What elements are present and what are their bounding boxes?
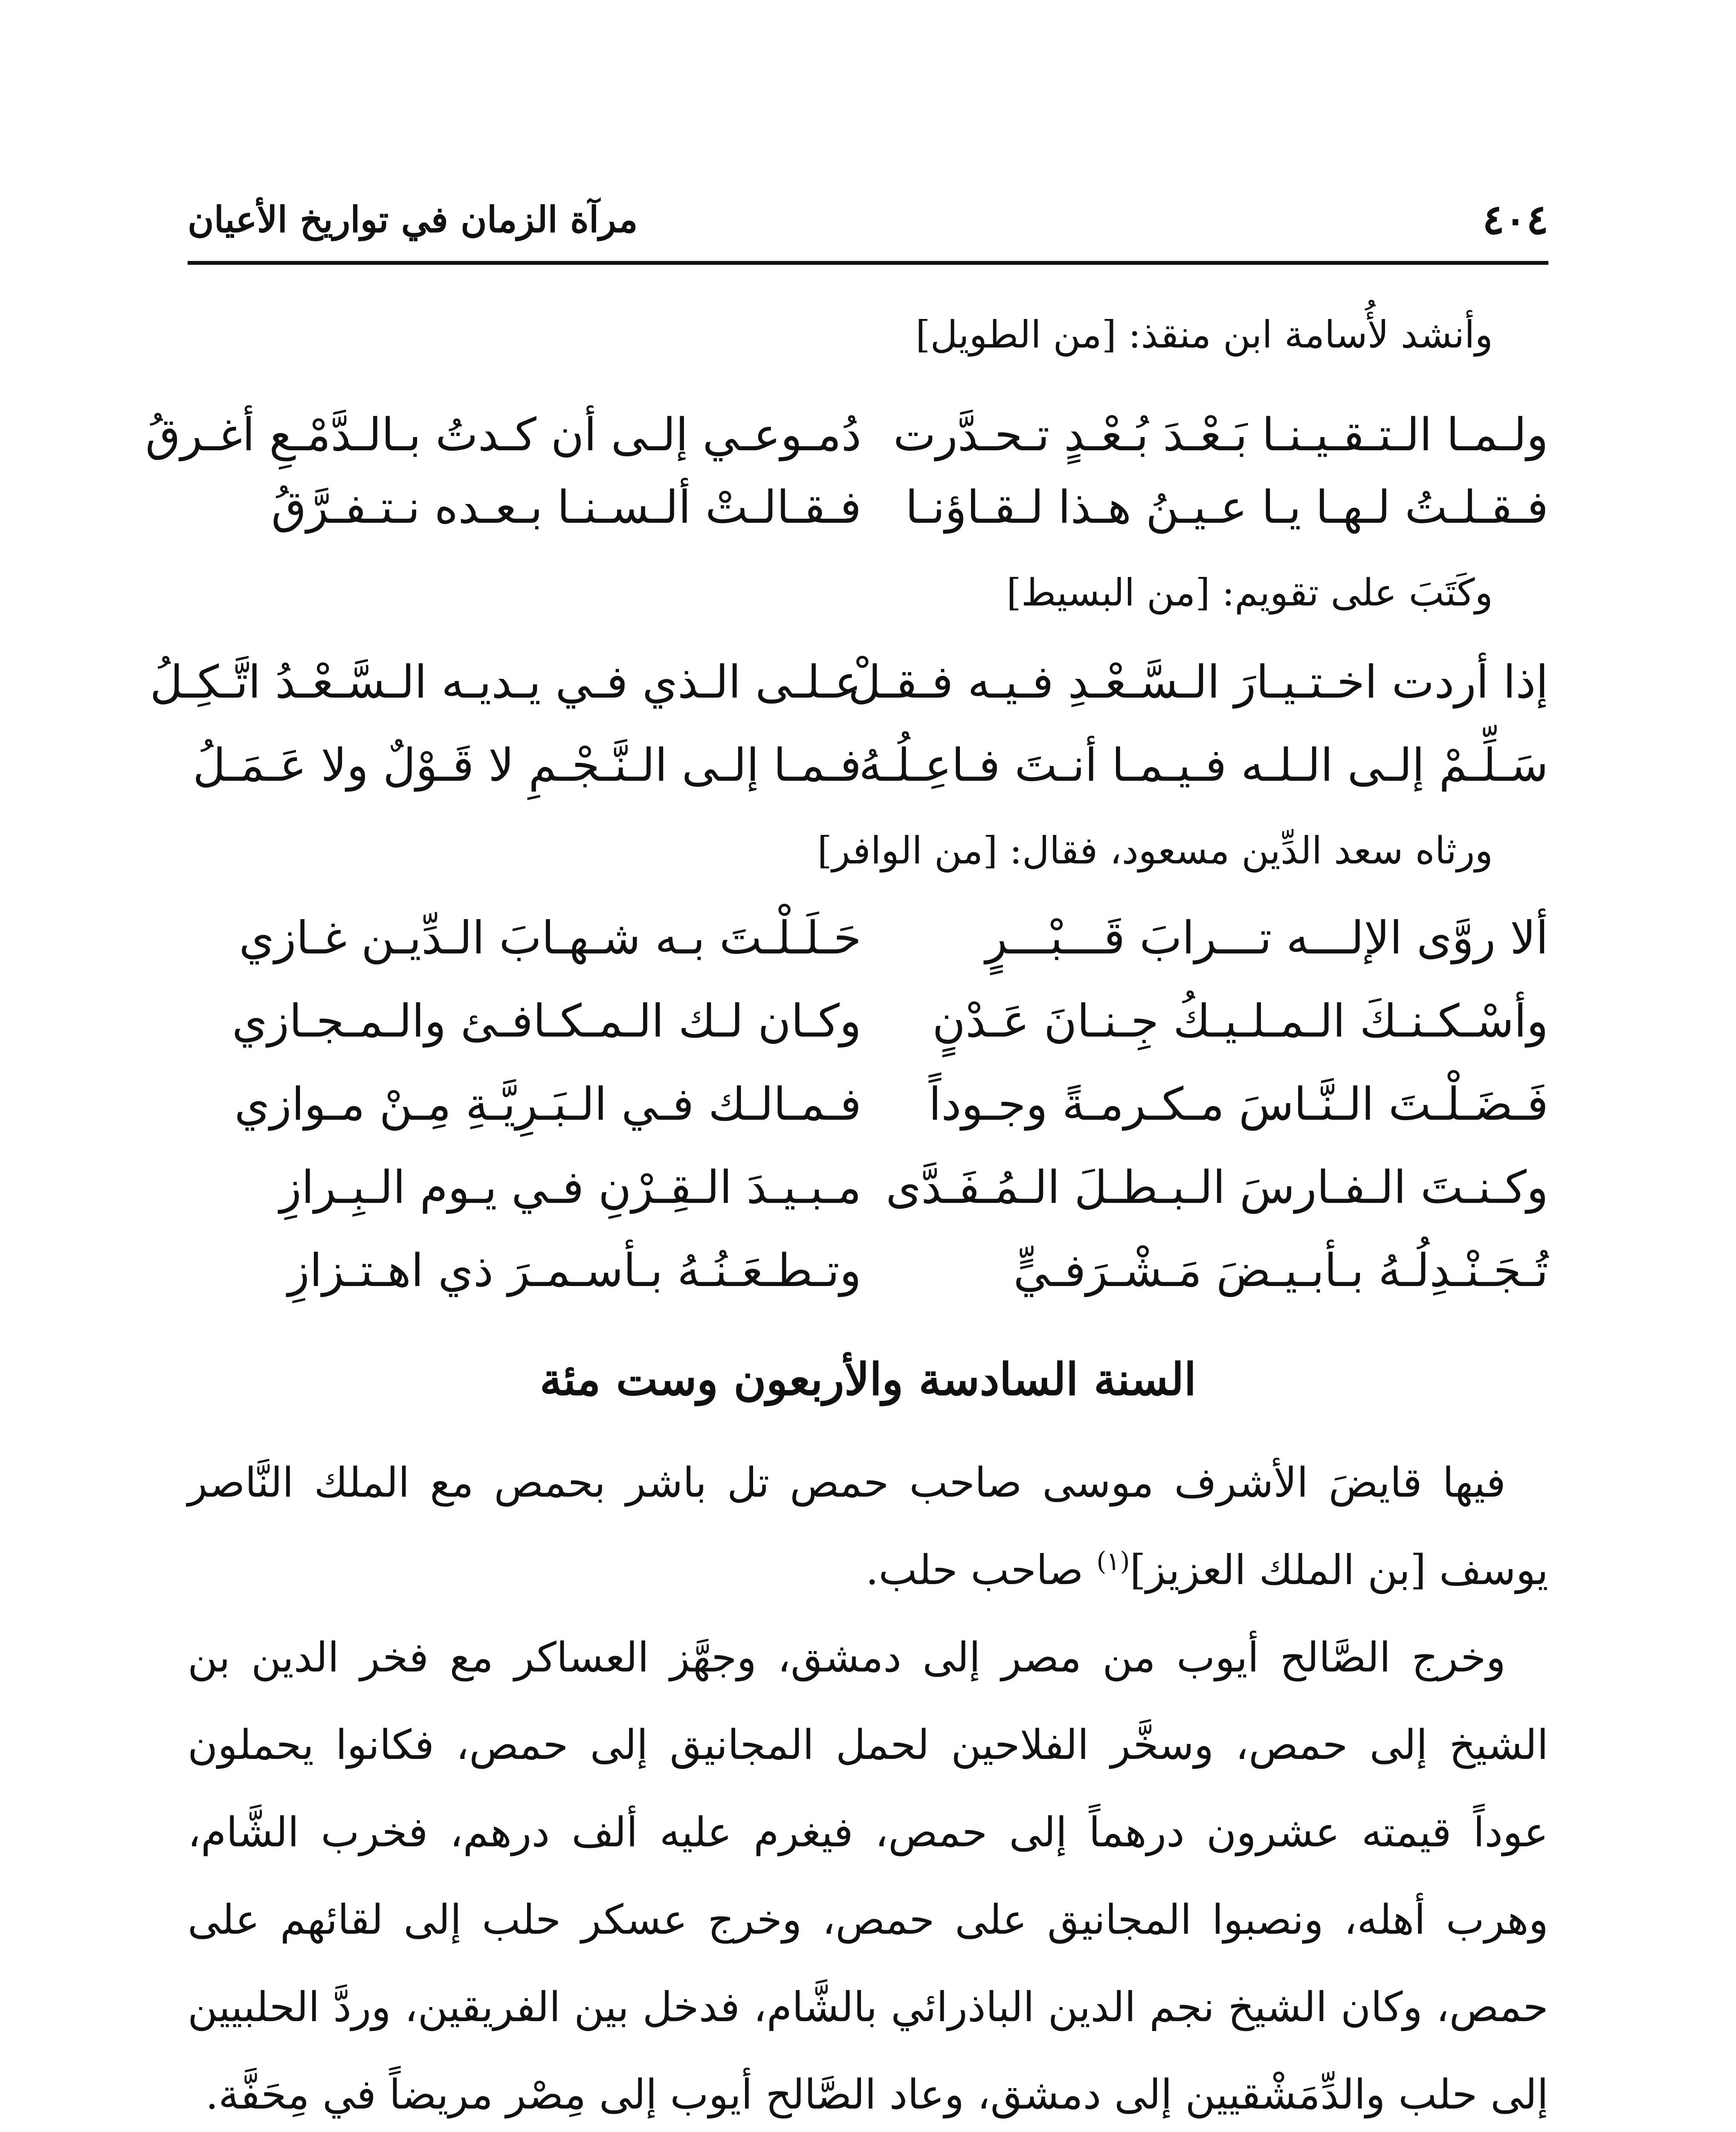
verse-first-hemistich: تُـجَـنْـدِلُـهُ بـأبـيـضَ مَـشْـرَفـيٍّ xyxy=(1013,1244,1548,1297)
verse-line xyxy=(188,1072,1548,1136)
verse-line xyxy=(188,1156,1548,1220)
verse-second-hemistich: عـلـى الـذي فـي يـديـه الـسَّـعْـدُ اتَّـكِـلُ xyxy=(150,656,861,708)
body-paragraph xyxy=(188,1614,1548,2132)
poem-intro: وأنشد لأُسامة ابن منقذ: [من الطويل] xyxy=(916,313,1493,356)
running-title: مرآة الزمان في تواريخ الأعيان xyxy=(188,198,638,240)
page-number: ٤٠٤ xyxy=(1482,195,1548,243)
verse-line xyxy=(188,906,1548,970)
verse-first-hemistich: إذا أردت اخـتـيـارَ الـسَّـعْـدِ فـيـه فـقـلْ xyxy=(848,656,1548,708)
paragraph-text: فيها قايضَ الأشرف موسى صاحب حمص تل باشر بحمص مع الملك النَّاصر يوسف [بن الملك العزيز] xyxy=(188,1459,1548,1594)
body-paragraph xyxy=(188,2128,1548,2132)
verse-second-hemistich: فـمـا إلـى الـنَّـجْـمِ لا قَـوْلٌ ولا عَـمَـلُ xyxy=(192,739,861,791)
verse-line xyxy=(188,733,1548,797)
verse-first-hemistich: سَـلِّـمْ إلـى الـلـه فـيـمـا أنـتَ فـاعِـلُـهُ xyxy=(859,739,1548,791)
verse-first-hemistich: ألا روَّى الإلـــه تـــرابَ قَـــبْـــرٍ xyxy=(985,912,1548,964)
verse-second-hemistich: دُمـوعـي إلـى أن كـدتُ بـالـدَّمْـعِ أغـرقُ xyxy=(145,408,861,461)
verse-second-hemistich: فـمـالـك فـي الـبَـرِيَّـةِ مِـنْ مـوازي xyxy=(234,1078,861,1130)
poem-intro: وكَتَبَ على تقويم: [من البسيط] xyxy=(1006,571,1493,614)
verse-second-hemistich: حَـلَـلْـتَ بـه شـهـابَ الـدِّيـن غـازي xyxy=(239,912,861,964)
footnote-ref: (١) xyxy=(1096,1547,1130,1576)
verse-line xyxy=(188,989,1548,1053)
verse-second-hemistich: مـبـيـدَ الـقِـرْنِ فـي يـوم الـبِـرازِ xyxy=(279,1161,861,1214)
verse-first-hemistich: فـقـلـتُ لـهـا يـا عـيـنُ هـذا لـقـاؤنـا xyxy=(905,481,1548,533)
verse-first-hemistich: ولـمـا الـتـقـيـنـا بَـعْـدَ بُـعْـدٍ تـحـدَّرت xyxy=(893,408,1548,461)
verse-line xyxy=(188,1239,1548,1303)
header-rule xyxy=(188,261,1548,265)
verse-line xyxy=(150,650,1548,714)
verse-second-hemistich: فـقـالـتْ ألـسـنـا بـعـده نـتـفـرَّقُ xyxy=(271,481,861,533)
poem-intro: ورثاه سعد الدِّين مسعود، فقال: [من الوافر] xyxy=(817,828,1493,872)
paragraph-tail: صاحب حلب. xyxy=(865,1546,1097,1594)
body-paragraph xyxy=(188,1439,1548,1614)
verse-first-hemistich: فَـضَـلْـتَ الـنَّـاسَ مـكـرمـةً وجـوداً xyxy=(928,1078,1548,1130)
verse-second-hemistich: وكـان لـك الـمـكـافـئ والـمـجـازي xyxy=(232,995,861,1047)
verse-first-hemistich: وكـنـتَ الـفـارسَ الـبـطـلَ الـمُـفَـدَّى xyxy=(886,1161,1548,1214)
verse-second-hemistich: وتـطـعَـنُـهُ بـأسـمـرَ ذي اهـتـزازِ xyxy=(287,1244,861,1297)
verse-first-hemistich: وأسْـكـنـكَ الـمـلـيـكُ جِـنـانَ عَـدْنٍ xyxy=(932,995,1548,1047)
verse-line xyxy=(188,475,1548,539)
verse-line xyxy=(145,403,1548,467)
year-heading: السنة السادسة والأربعون وست مئة xyxy=(539,1353,1197,1405)
paragraph-text: وخرج الصَّالح أيوب من مصر إلى دمشق، وجهَّز العساكر مع فخر الدين بن الشيخ إلى حمص، وسخَّر الفلاحين لحمل المجانيق إلى حمص، فكانوا يحملون عوداً قيمته عشرون درهماً إلى حمص، فيغرم عليه ألف درهم، فخرب الشَّام، وهرب أهله، ونصبوا المجانيق على حمص، وخرج عسكر حلب إلى لقائهم على حمص، وكان الشيخ نجم الدين الباذرائي بالشَّام، فدخل بين الفريقين، وردَّ الحلبيين إلى حلب والدِّمَشْقيين إلى دمشق، وعاد الصَّالح أيوب إلى مِصْر مريضاً في مِحَفَّة. xyxy=(188,1634,1549,2118)
page-header xyxy=(188,188,1548,252)
